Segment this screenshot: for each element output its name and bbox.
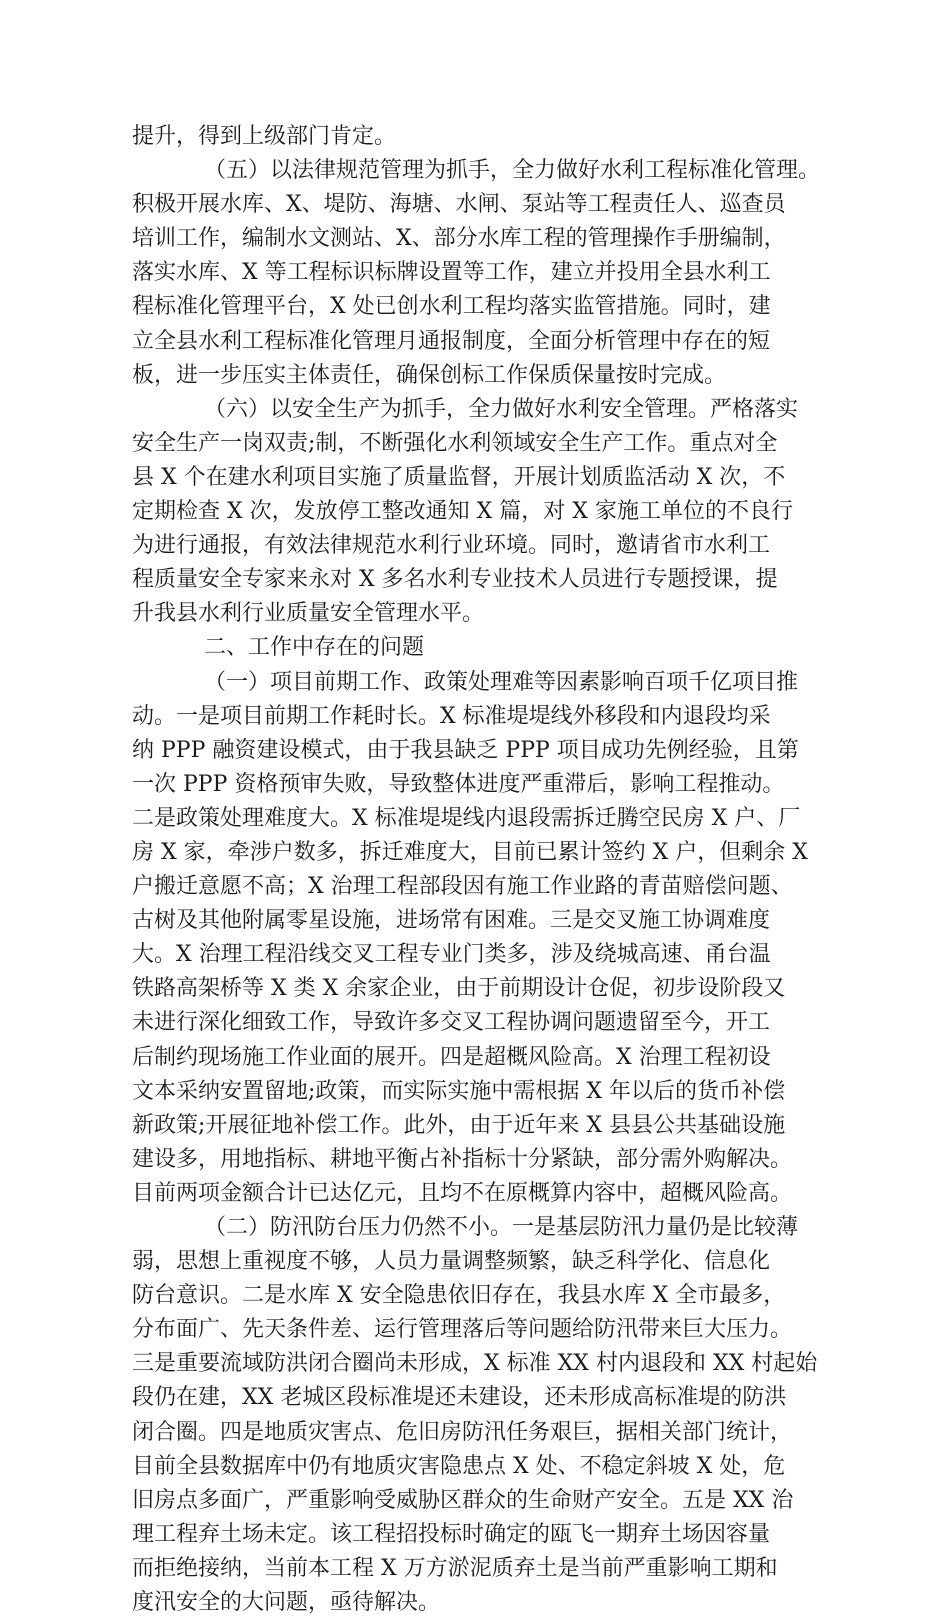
text-line: 后制约现场施工作业面的展开。四是超概风险高。X 治理工程初设: [132, 1044, 771, 1070]
text-line: 防台意识。二是水库 X 安全隐患依旧存在，我县水库 X 全市最多，: [132, 1283, 786, 1309]
text-line: 而拒绝接纳，当前本工程 X 万方淤泥质弃土是当前严重影响工期和: [132, 1555, 778, 1581]
text-line: 二、工作中存在的问题: [204, 635, 425, 661]
text-line: 落实水库、X 等工程标识标牌设置等工作，建立并投用全县水利工: [132, 260, 771, 286]
text-line: （一）项目前期工作、政策处理难等因素影响百项千亿项目推: [204, 669, 799, 695]
text-line: 大。X 治理工程沿线交叉工程专业门类多，涉及绕城高速、甬台温: [132, 942, 771, 968]
text-line: 闭合圈。四是地质灾害点、危旧房防汛任务艰巨，据相关部门统计，: [132, 1419, 793, 1445]
text-line: （六）以安全生产为抓手，全力做好水利安全管理。严格落实: [204, 396, 799, 422]
text-line: 县 X 个在建水利项目实施了质量监督，开展计划质监活动 X 次，不: [132, 464, 786, 490]
text-line: 目前两项金额合计已达亿元，且均不在原概算内容中，超概风险高。: [132, 1180, 793, 1206]
text-line: 目前全县数据库中仍有地质灾害隐患点 X 处、不稳定斜坡 X 处，危: [132, 1453, 786, 1479]
text-line: 程标准化管理平台，X 处已创水利工程均落实监管措施。同时，建: [132, 294, 771, 320]
text-line: 提升，得到上级部门肯定。: [132, 124, 397, 149]
text-line: 一次 PPP 资格预审失败，导致整体进度严重滞后，影响工程推动。: [132, 771, 785, 797]
text-line: （二）防汛防台压力仍然不小。一是基层防汛力量仍是比较薄: [204, 1215, 799, 1240]
text-line: 旧房点多面广，严重影响受威胁区群众的生命财产安全。五是 XX 治: [132, 1487, 794, 1513]
text-line: 安全生产一岗双责;制，不断强化水利领域安全生产工作。重点对全: [132, 430, 778, 456]
text-line: （五）以法律规范管理为抓手，全力做好水利工程标准化管理。: [204, 158, 821, 184]
text-line: 度汛安全的大问题，亟待解决。: [132, 1590, 441, 1616]
text-line: 户搬迁意愿不高；X 治理工程部段因有施工作业路的青苗赔偿问题、: [132, 874, 793, 900]
text-line: 未进行深化细致工作，导致许多交叉工程协调问题遗留至今，开工: [132, 1010, 771, 1036]
text-line: 升我县水利行业质量安全管理水平。: [132, 601, 485, 627]
text-line: 文本采纳安置留地;政策，而实际实施中需根据 X 年以后的货币补偿: [132, 1078, 786, 1104]
text-line: 古树及其他附属零星设施，进场常有困难。三是交叉施工协调难度: [132, 908, 771, 934]
text-line: 板，进一步压实主体责任，确保创标工作保质保量按时完成。: [132, 362, 727, 388]
text-line: 二是政策处理难度大。X 标准堤堤线内退段需拆迁腾空民房 X 户、厂: [132, 805, 801, 831]
text-line: 新政策;开展征地补偿工作。此外，由于近年来 X 县县公共基础设施: [132, 1112, 786, 1138]
text-line: 段仍在建，XX 老城区段标准堤还未建设，还未形成高标准堤的防洪: [132, 1385, 787, 1411]
text-line: 理工程弃土场未定。该工程招投标时确定的瓯飞一期弃土场因容量: [132, 1521, 771, 1547]
text-line: 动。一是项目前期工作耗时长。X 标准堤堤线外移段和内退段均采: [132, 703, 771, 729]
text-line: 为进行通报，有效法律规范水利行业环境。同时，邀请省市水利工: [132, 533, 771, 559]
text-line: 建设多，用地指标、耕地平衡占补指标十分紧缺，部分需外购解决。: [132, 1146, 793, 1172]
document-page: [132, 120, 822, 1620]
text-line: 房 X 家，牵涉户数多，拆迁难度大，目前已累计签约 X 户，但剩余 X: [132, 839, 808, 865]
text-line: 定期检查 X 次，发放停工整改通知 X 篇，对 X 家施工单位的不良行: [132, 499, 793, 525]
text-line: 纳 PPP 融资建设模式，由于我县缺乏 PPP 项目成功先例经验，且第: [132, 737, 799, 763]
text-line: 三是重要流域防洪闭合圈尚未形成，X 标准 XX 村内退段和 XX 村起始: [132, 1351, 818, 1377]
text-line: 铁路高架桥等 X 类 X 余家企业，由于前期设计仓促，初步设阶段又: [132, 976, 786, 1002]
text-line: 弱，思想上重视度不够，人员力量调整频繁，缺乏科学化、信息化: [132, 1249, 771, 1275]
text-line: 立全县水利工程标准化管理月通报制度，全面分析管理中存在的短: [132, 328, 771, 354]
text-line: 积极开展水库、X、堤防、海塘、水闸、泵站等工程责任人、巡查员: [132, 192, 786, 218]
text-line: 培训工作，编制水文测站、X、部分水库工程的管理操作手册编制，: [132, 226, 786, 252]
text-line: 分布面广、先天条件差、运行管理落后等问题给防汛带来巨大压力。: [132, 1317, 793, 1343]
text-line: 程质量安全专家来永对 X 多名水利专业技术人员进行专题授课，提: [132, 567, 778, 593]
